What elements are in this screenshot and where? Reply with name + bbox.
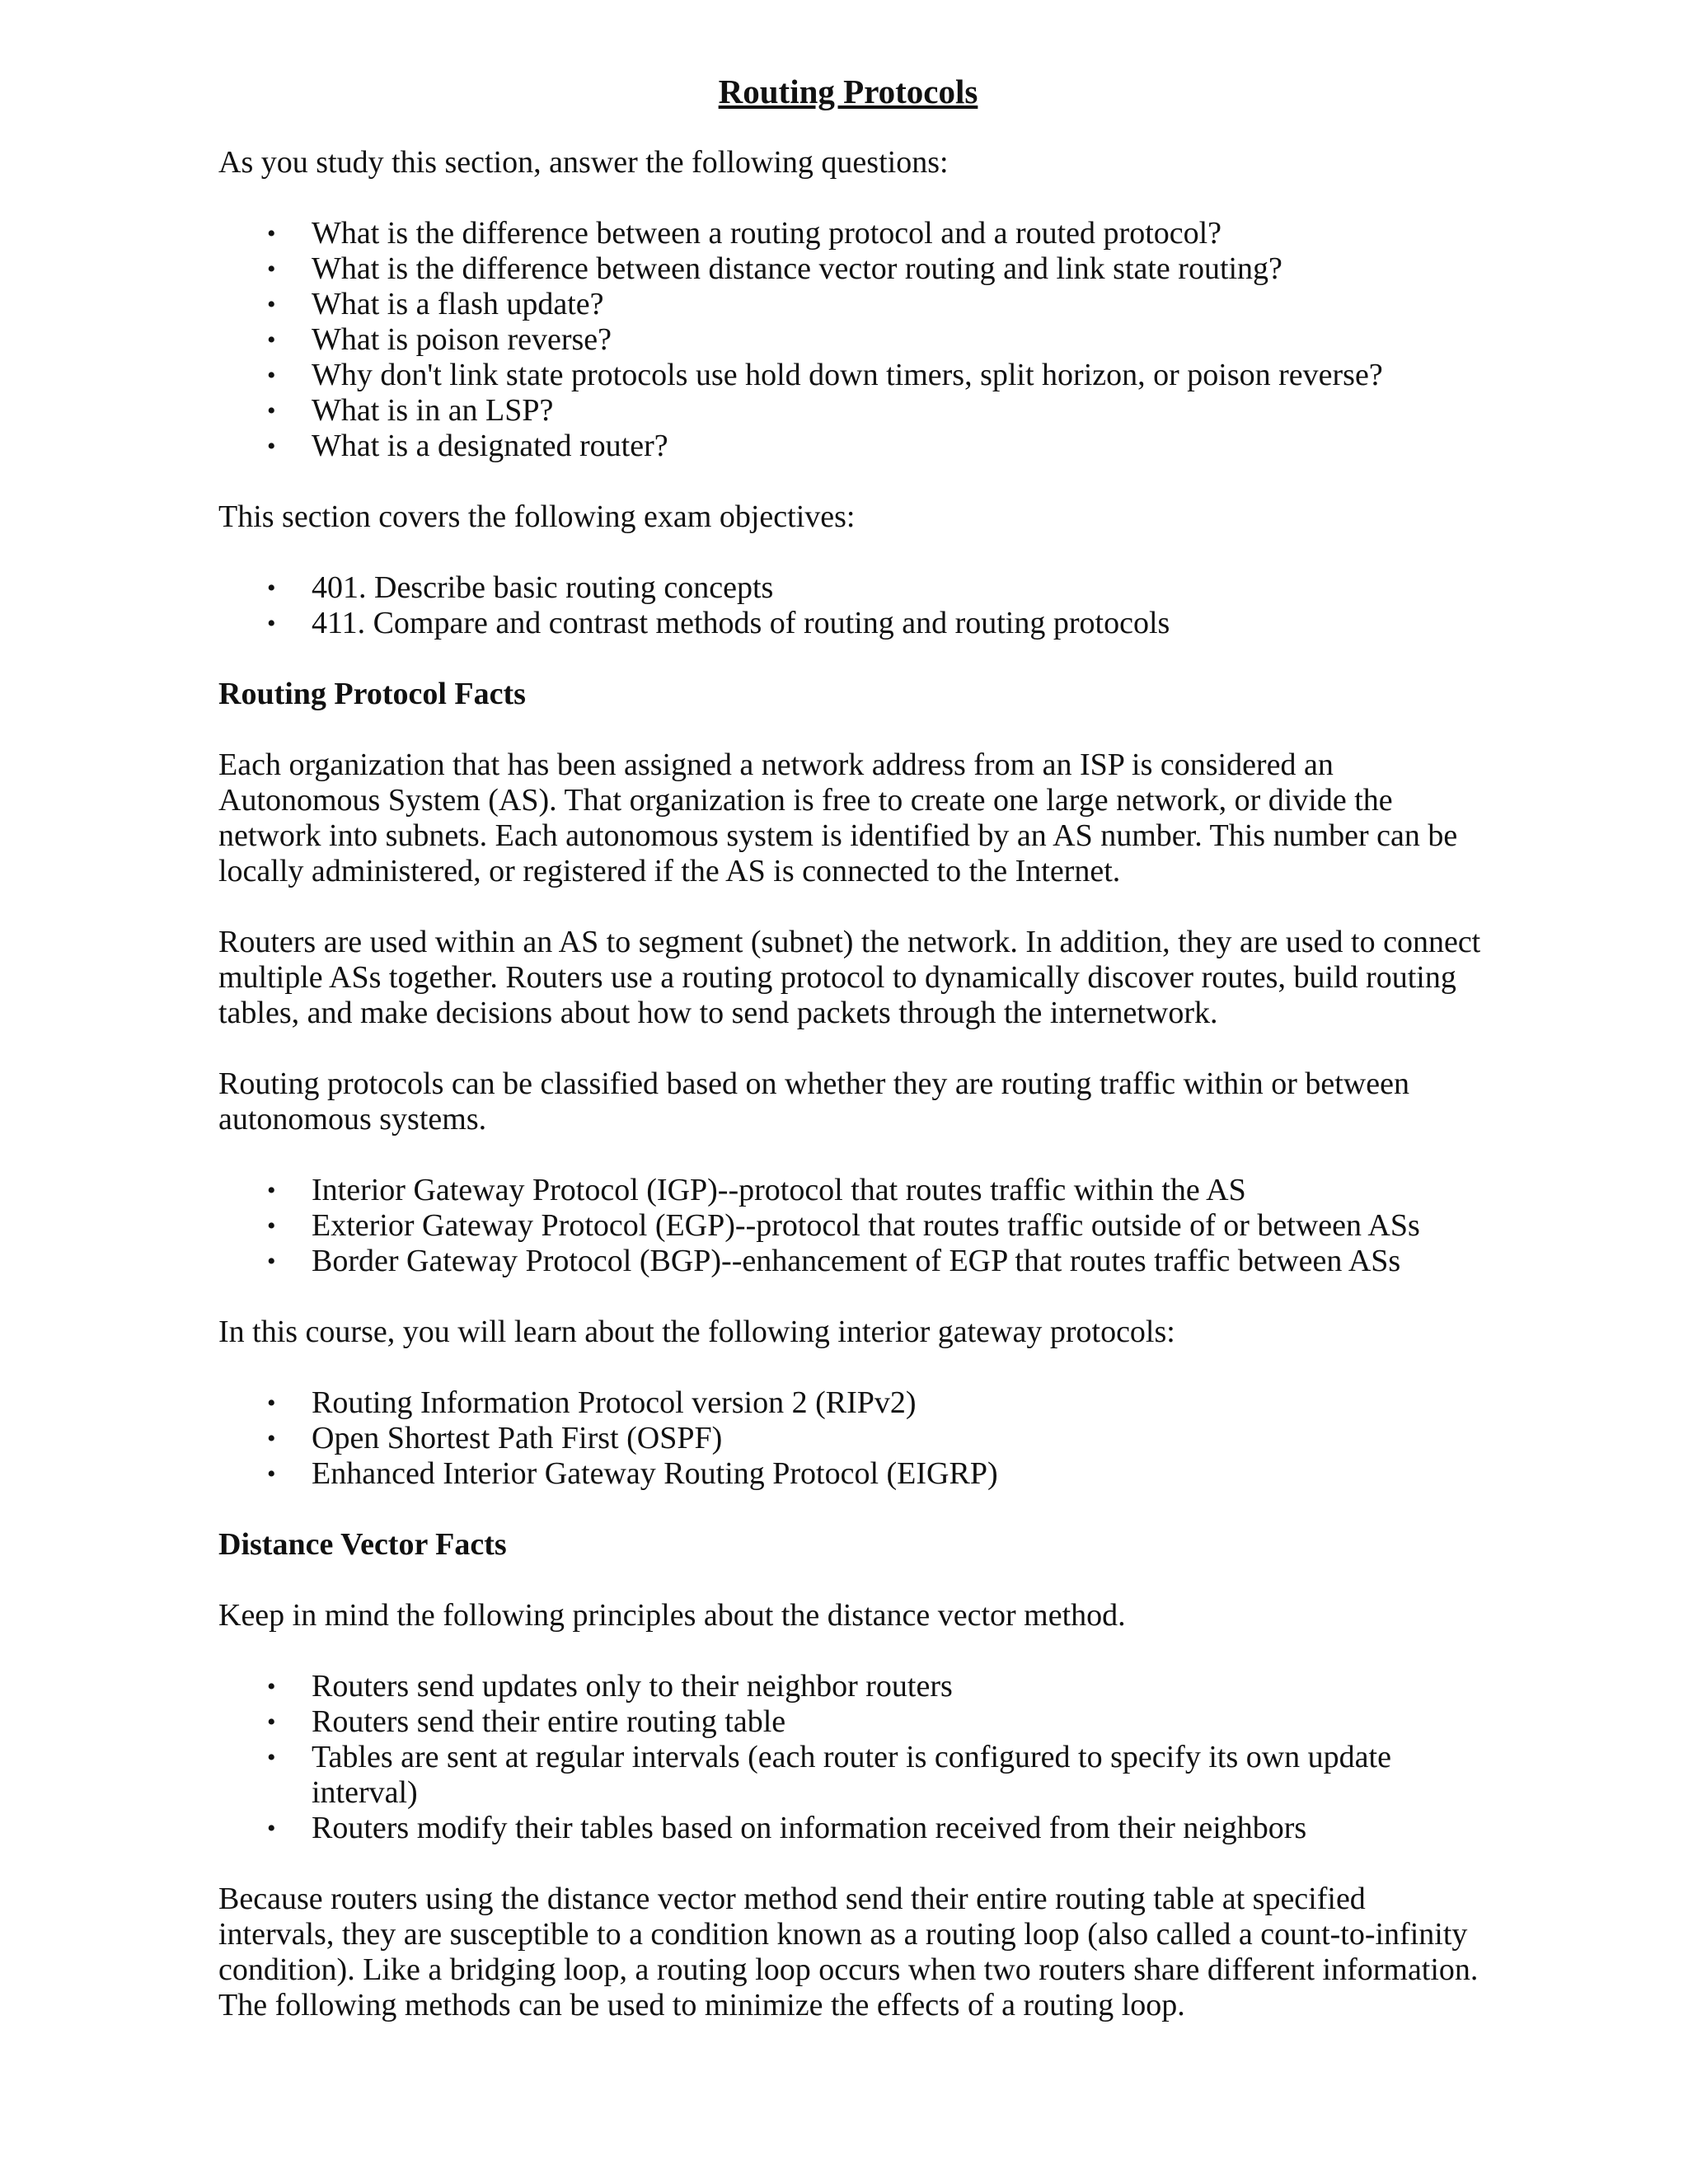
list-item: • 411. Compare and contrast methods of routing and routing protocols <box>267 606 1170 640</box>
list-item: • Border Gateway Protocol (BGP)--enhancement of EGP that routes traffic between ASs <box>267 1244 1401 1278</box>
list-item: • Routers send their entire routing table <box>267 1704 786 1739</box>
section-heading-routing-protocol-facts: Routing Protocol Facts <box>218 677 526 711</box>
list-item: • What is a designated router? <box>267 429 668 463</box>
bullet-icon: • <box>267 574 276 602</box>
list-item: • Interior Gateway Protocol (IGP)--protocol that routes traffic within the AS <box>267 1173 1246 1207</box>
questions-list <box>218 216 1488 464</box>
list-item: • What is a flash update? <box>267 287 604 321</box>
list-item: • Exterior Gateway Protocol (EGP)--protocol that routes traffic outside of or between ASs <box>267 1208 1420 1243</box>
objectives-list <box>218 570 1488 641</box>
bullet-icon: • <box>267 255 276 283</box>
gateway-types-list <box>218 1173 1488 1279</box>
paragraph: Because routers using the distance vector method send their entire routing table at specified intervals, they are susceptible to a condition known as a routing loop (also called a count-to-infinity condition). Like a bridging loop, a routing loop occurs when two routers share different information. The following methods can be used to minimize the effects of a routing loop. <box>218 1882 1479 2022</box>
list-item: • Routers modify their tables based on information received from their neighbors <box>267 1811 1307 1845</box>
bullet-icon: • <box>267 326 276 354</box>
paragraph: Keep in mind the following principles about the distance vector method. <box>218 1598 1126 1633</box>
paragraph: Routing protocols can be classified based on whether they are routing traffic within or between autonomous systems. <box>218 1066 1409 1137</box>
list-item: • 401. Describe basic routing concepts <box>267 570 774 605</box>
list-item: • What is the difference between distance vector routing and link state routing? <box>267 251 1282 286</box>
list-item: • What is in an LSP? <box>267 393 554 428</box>
igp-list <box>218 1385 1488 1492</box>
document-page <box>218 73 1488 2059</box>
list-item: • Why don't link state protocols use hold down timers, split horizon, or poison reverse? <box>267 358 1383 392</box>
intro-text: As you study this section, answer the following questions: <box>218 145 949 180</box>
bullet-icon: • <box>267 1744 276 1771</box>
bullet-icon: • <box>267 220 276 247</box>
bullet-icon: • <box>267 1815 276 1842</box>
principles-list <box>218 1669 1488 1846</box>
list-item: • Open Shortest Path First (OSPF) <box>267 1421 723 1455</box>
bullet-icon: • <box>267 1177 276 1204</box>
page-title: Routing Protocols <box>718 73 978 110</box>
bullet-icon: • <box>267 433 276 460</box>
bullet-icon: • <box>267 362 276 389</box>
bullet-icon: • <box>267 1425 276 1452</box>
bullet-icon: • <box>267 1212 276 1240</box>
paragraph: Routers are used within an AS to segment (subnet) the network. In addition, they are used to connect multiple ASs together. Routers use a routing protocol to dynamically discover routes, build routing tables, and make decisions about how to send packets through the internetwork. <box>218 925 1481 1030</box>
bullet-icon: • <box>267 291 276 318</box>
bullet-icon: • <box>267 1708 276 1736</box>
objectives-intro: This section covers the following exam objectives: <box>218 499 856 534</box>
bullet-icon: • <box>267 397 276 424</box>
bullet-icon: • <box>267 610 276 637</box>
paragraph: In this course, you will learn about the following interior gateway protocols: <box>218 1315 1175 1349</box>
list-item: • Routers send updates only to their neighbor routers <box>267 1669 953 1704</box>
bullet-icon: • <box>267 1248 276 1275</box>
list-item: • What is the difference between a routing protocol and a routed protocol? <box>267 216 1222 251</box>
bullet-icon: • <box>267 1390 276 1417</box>
section-heading-distance-vector-facts: Distance Vector Facts <box>218 1527 507 1562</box>
list-item: • Routing Information Protocol version 2 (RIPv2) <box>267 1385 917 1420</box>
bullet-icon: • <box>267 1673 276 1700</box>
list-item: • What is poison reverse? <box>267 322 612 357</box>
list-item: • Tables are sent at regular intervals (each router is configured to specify its own update interval) <box>267 1740 1391 1810</box>
paragraph: Each organization that has been assigned a network address from an ISP is considered an Autonomous System (AS). That organization is free to create one large network, or divide the network into subnets. Each autonomous system is identified by an AS number. This number can be locally administered, or registered if the AS is connected to the Internet. <box>218 748 1458 888</box>
bullet-icon: • <box>267 1460 276 1488</box>
list-item: • Enhanced Interior Gateway Routing Protocol (EIGRP) <box>267 1456 998 1491</box>
